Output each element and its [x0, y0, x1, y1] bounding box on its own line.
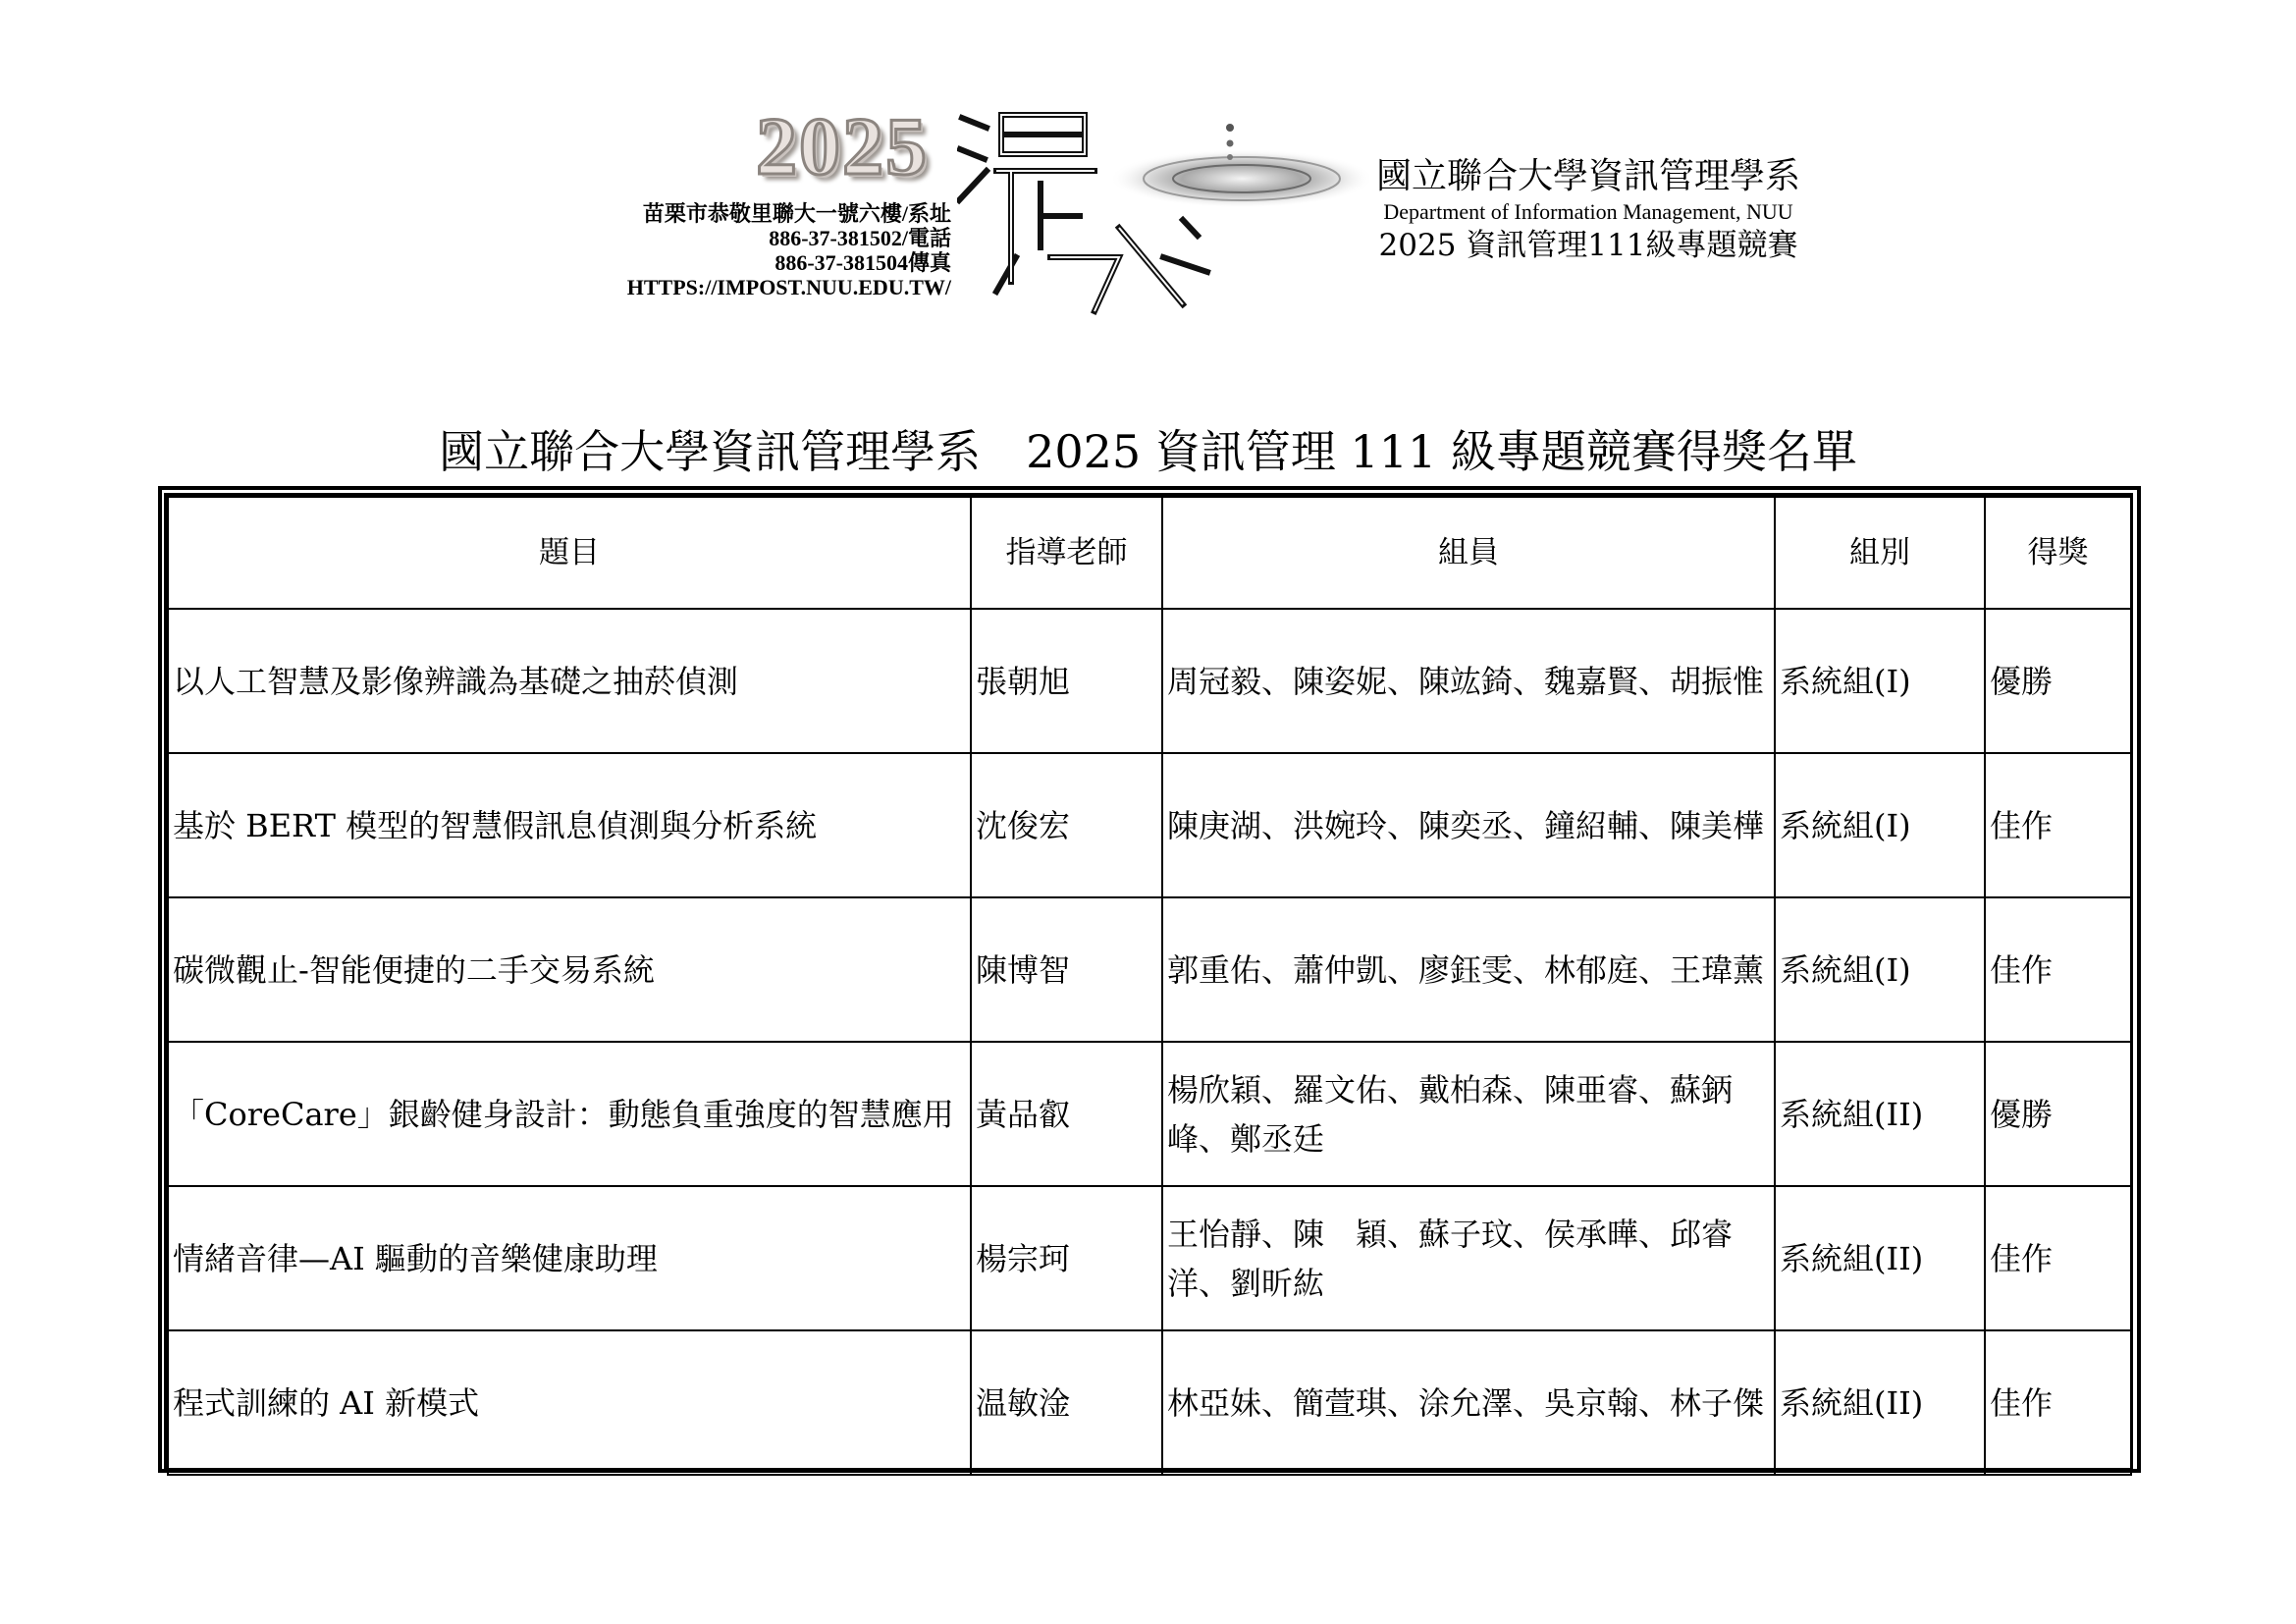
members-cell: 陳庚湖、洪婉玲、陳奕丞、鐘紹輔、陳美樺: [1162, 753, 1775, 897]
document-title: 國立聯合大學資訊管理學系 2025 資訊管理 111 級專題競賽得獎名單: [439, 425, 1857, 478]
table-header-row: [168, 497, 2131, 609]
topic-cell: 碳微觀止-智能便捷的二手交易系統: [168, 897, 971, 1042]
table-row: [168, 1186, 2131, 1330]
header-advisor: 指導老師: [971, 497, 1162, 609]
header-group: 組別: [1775, 497, 1985, 609]
department-name-zh: 國立聯合大學資訊管理學系: [1375, 156, 1800, 196]
topic-cell: 程式訓練的 AI 新模式: [168, 1330, 971, 1475]
awards-table: [167, 496, 2132, 1476]
header-members: 組員: [1162, 497, 1775, 609]
award-cell: 佳作: [1985, 753, 2131, 897]
group-cell: 系統組(II): [1775, 1330, 1985, 1475]
fax-line: 886-37-381504傳真: [774, 250, 951, 275]
award-cell: 優勝: [1985, 609, 2131, 753]
award-cell: 佳作: [1985, 1330, 2131, 1475]
award-cell: 優勝: [1985, 1042, 2131, 1186]
address-line: 苗栗市恭敬里聯大一號六樓/系址: [642, 201, 951, 226]
advisor-cell: 温敏淦: [971, 1330, 1162, 1475]
address-block: [627, 201, 951, 299]
table-row: [168, 1042, 2131, 1186]
members-cell: 王怡靜、陳 穎、蘇子玟、侯承曄、邱睿洋、劉昕紘: [1162, 1186, 1775, 1330]
header-topic: 題目: [168, 497, 971, 609]
letterhead: [0, 0, 2296, 324]
advisor-cell: 陳博智: [971, 897, 1162, 1042]
department-block: [1362, 155, 1814, 265]
table-row: [168, 1330, 2131, 1475]
topic-cell: 「CoreCare」銀齡健身設計：動態負重強度的智慧應用: [168, 1042, 971, 1186]
phone-line: 886-37-381502/電話: [769, 226, 951, 250]
members-cell: 周冠毅、陳姿妮、陳竑錡、魏嘉賢、胡振惟: [1162, 609, 1775, 753]
award-cell: 佳作: [1985, 1186, 2131, 1330]
advisor-cell: 沈俊宏: [971, 753, 1162, 897]
members-cell: 楊欣穎、羅文佑、戴柏森、陳亜睿、蘇鈵峰、鄭丞廷: [1162, 1042, 1775, 1186]
advisor-cell: 黃品叡: [971, 1042, 1162, 1186]
website-line: HTTPS://IMPOST.NUU.EDU.TW/: [626, 275, 951, 299]
year-logo: 2025: [756, 101, 929, 192]
table-row: [168, 609, 2131, 753]
department-name-en: Department of Information Management, NUU: [1383, 199, 1793, 224]
group-cell: 系統組(I): [1775, 753, 1985, 897]
table-row: [168, 897, 2131, 1042]
table-row: [168, 753, 2131, 897]
advisor-cell: 楊宗珂: [971, 1186, 1162, 1330]
topic-cell: 情緒音律—AI 驅動的音樂健康助理: [168, 1186, 971, 1330]
header-award: 得獎: [1985, 497, 2131, 609]
members-cell: 郭重佑、蕭仲凱、廖鈺雯、林郁庭、王瑋薰: [1162, 897, 1775, 1042]
award-cell: 佳作: [1985, 897, 2131, 1042]
group-cell: 系統組(II): [1775, 1042, 1985, 1186]
group-cell: 系統組(II): [1775, 1186, 1985, 1330]
topic-cell: 以人工智慧及影像辨識為基礎之抽菸偵測: [168, 609, 971, 753]
competition-name: 2025 資訊管理111級專題競賽: [1378, 228, 1798, 263]
advisor-cell: 張朝旭: [971, 609, 1162, 753]
emblem-logo-icon: [957, 110, 1369, 316]
group-cell: 系統組(I): [1775, 897, 1985, 1042]
members-cell: 林亞妹、簡萱琪、涂允澤、吳京翰、林子傑: [1162, 1330, 1775, 1475]
group-cell: 系統組(I): [1775, 609, 1985, 753]
topic-cell: 基於 BERT 模型的智慧假訊息偵測與分析系統: [168, 753, 971, 897]
